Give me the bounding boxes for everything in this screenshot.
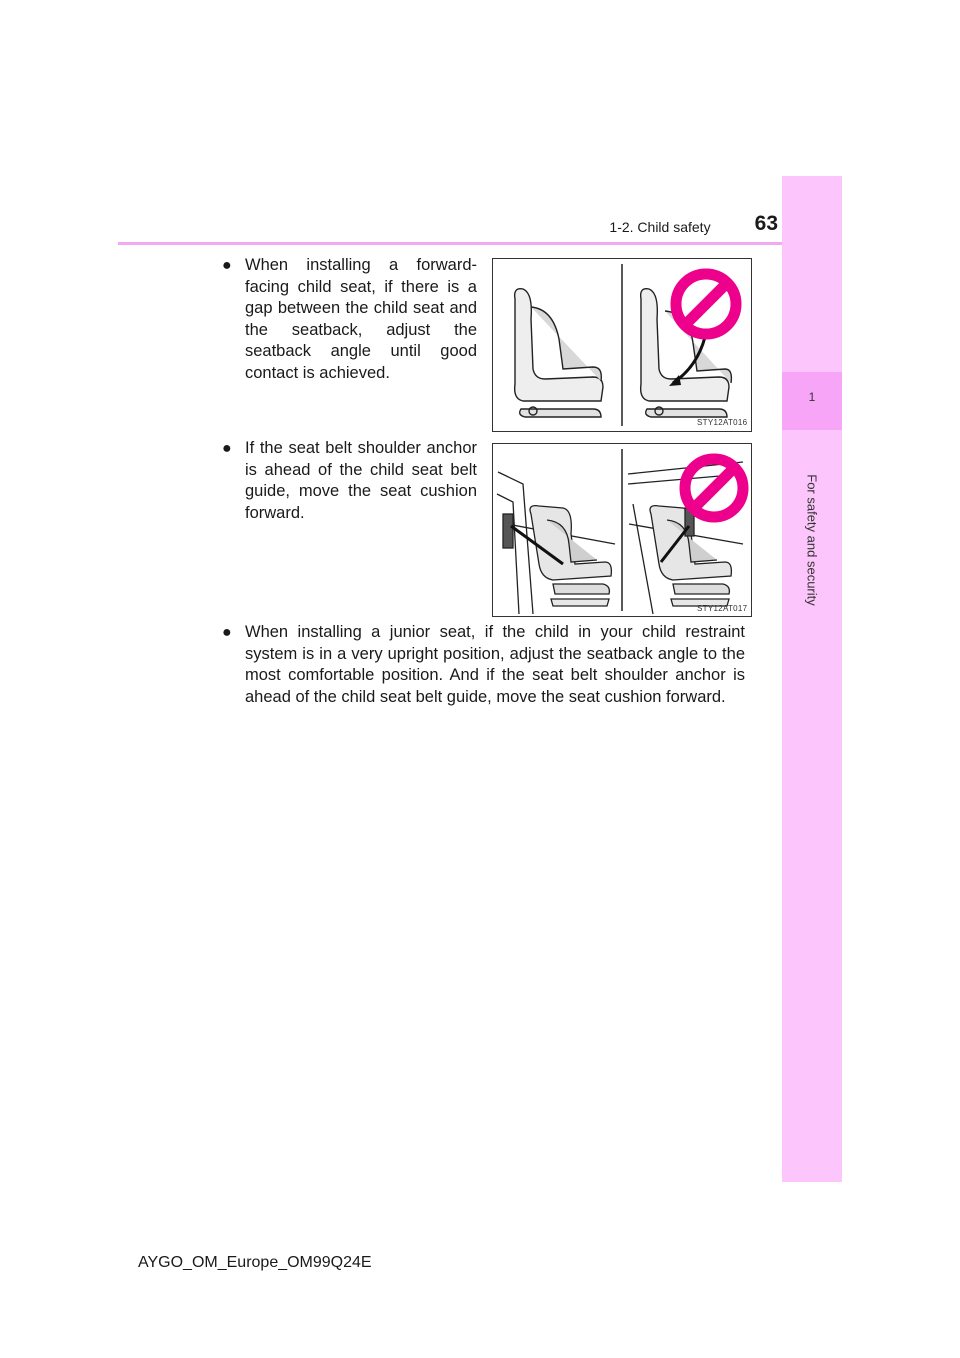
figure-seat-gap	[492, 258, 752, 432]
prohibition-icon	[676, 274, 736, 334]
chapter-title: For safety and security	[804, 474, 820, 606]
bullet-icon: ●	[222, 624, 232, 641]
bullet-forward-facing-seat: When installing a forward-facing child seat, if there is a gap between the child seat and the seatback, adjust the seatback angle until good contact is achieved.	[245, 256, 477, 382]
header-rule	[118, 242, 842, 245]
prohibition-icon	[685, 459, 743, 517]
figure-code: STY12AT017	[697, 604, 748, 613]
page-number: 63	[754, 212, 778, 235]
bullet-shoulder-anchor: If the seat belt shoulder anchor is ahead of the child seat belt guide, move the seat cushion forward.	[245, 439, 477, 522]
section-title: 1-2. Child safety	[609, 219, 711, 235]
document-id: AYGO_OM_Europe_OM99Q24E	[138, 1254, 372, 1271]
side-tab	[782, 176, 842, 1182]
bullet-icon: ●	[222, 440, 232, 457]
chapter-number: 1	[808, 390, 816, 404]
bullet-icon: ●	[222, 257, 232, 274]
bullet-junior-seat: When installing a junior seat, if the child in your child restraint system is in a very upright position, adjust the seatback angle to the most comfortable position. And if the seat belt shoulder anchor is ahead of the child seat belt guide, move the seat cushion forward.	[245, 623, 745, 706]
figure-code: STY12AT016	[697, 418, 748, 427]
seat-gap-illustration	[493, 259, 751, 431]
figure-shoulder-anchor	[492, 443, 752, 617]
shoulder-anchor-illustration	[493, 444, 751, 616]
